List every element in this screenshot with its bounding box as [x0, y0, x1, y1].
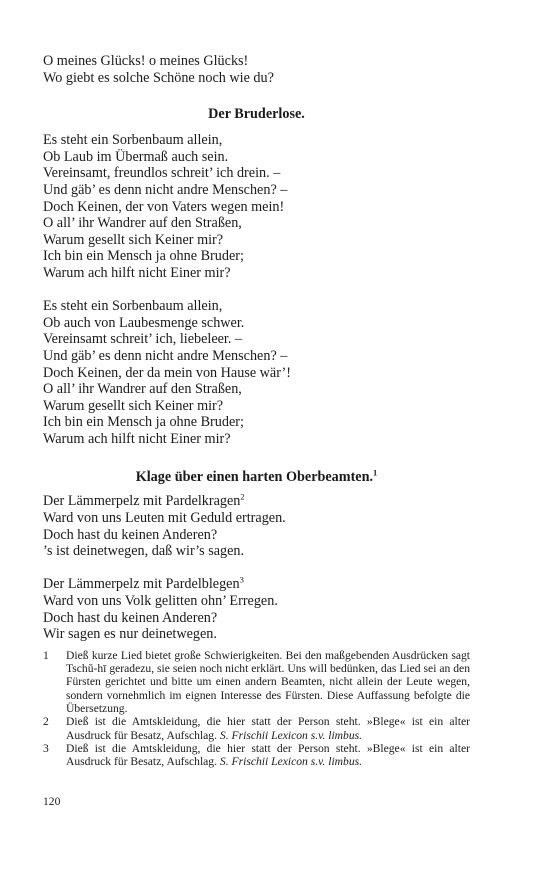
verse-line: Warum gesellt sich Keiner mir?: [43, 231, 224, 248]
footnote-text: Dieß kurze Lied bietet große Schwierigkeiten. Bei den maßgebenden Ausdrücken sagt Tschŭ-hī geradezu, sie seien noch nicht erklärt. Uns will bedünken, das Lied sei an den Fürsten gerichtet und bitte um einen andern Beamten, nicht allein der Leute wegen, sondern vornehmlich im eignen Interesse des Fürsten. Diese Auffassung befolgte die Übersetzung.: [66, 648, 470, 715]
verse-line: Doch Keinen, der da mein von Hause wär’!: [43, 364, 291, 381]
poem1-stanza-2: [43, 298, 470, 447]
verse-text: Der Lämmerpelz mit Pardelblegen: [43, 576, 240, 593]
poem-title-klage: [43, 469, 470, 486]
footnote-number: 2: [43, 715, 49, 729]
verse-line: Ob auch von Laubesmenge schwer.: [43, 314, 245, 331]
verse-line: Wo giebt es solche Schöne noch wie du?: [43, 69, 274, 86]
footnotes: [43, 649, 470, 769]
verse-line: Doch hast du keinen Anderen?: [43, 526, 218, 543]
verse-line: Und gäb’ es denn nicht andre Menschen? –: [43, 181, 288, 198]
footnote-2: [43, 715, 470, 742]
verse-line: Warum ach hilft nicht Einer mir?: [43, 264, 231, 281]
verse-line: O all’ ihr Wandrer auf den Straßen,: [43, 381, 242, 398]
verse-line: Doch hast du keinen Anderen?: [43, 609, 218, 626]
footnote-reference: S. Frischii Lexicon s.v. limbus.: [219, 728, 363, 742]
footnote-text: [66, 715, 470, 742]
poem-title-bruderlose: Der Bruderlose.: [208, 106, 305, 123]
verse-line: Ward von uns Volk gelitten ohn’ Erregen.: [43, 593, 278, 610]
verse-line: O meines Glücks! o meines Glücks!: [43, 53, 249, 69]
verse-line: Vereinsamt schreit’ ich, liebeleer. –: [43, 331, 243, 348]
footnote-1: [43, 649, 470, 715]
verse-line: Ward von uns Leuten mit Geduld ertragen.: [43, 510, 286, 527]
verse-line: Wir sagen es nur deinetwegen.: [43, 626, 217, 643]
poem-title-text: Klage über einen harten Oberbeamten.: [135, 469, 374, 486]
footnote-number: 1: [43, 648, 49, 662]
poem1-stanza-1: [43, 132, 470, 281]
verse-line: Doch Keinen, der von Vaters wegen mein!: [43, 198, 285, 215]
verse-line: Vereinsamt, freundlos schreit’ ich drein. –: [43, 165, 281, 182]
verse-text: Der Lämmerpelz mit Pardelkragen: [43, 493, 241, 510]
verse-line: Ob Laub im Übermaß auch sein.: [43, 148, 229, 165]
verse-line: Es steht ein Sorbenbaum allein,: [43, 298, 223, 315]
poem2-stanza-2: [43, 576, 470, 642]
verse-line: Ich bin ein Mensch ja ohne Bruder;: [43, 414, 244, 431]
footnote-body: Dieß ist die Amtskleidung, die hier statt der Person steht. »Blege« ist ein alter Ausdruck für Besatz, Aufschlag.: [66, 715, 470, 742]
footnote-ref: 1: [373, 467, 378, 478]
verse-line: [43, 576, 470, 593]
verse-line: Und gäb’ es denn nicht andre Menschen? –: [43, 347, 288, 364]
verse-line: Warum ach hilft nicht Einer mir?: [43, 430, 231, 447]
opening-lines: [43, 53, 470, 86]
footnote-reference: S. Frischii Lexicon s.v. limbus.: [219, 755, 363, 769]
verse-line: [43, 493, 470, 510]
footnote-text: [66, 742, 470, 769]
footnote-ref: 3: [239, 574, 244, 585]
footnote-number: 3: [43, 741, 49, 755]
verse-line: Warum gesellt sich Keiner mir?: [43, 397, 224, 414]
footnote-ref: 2: [240, 491, 245, 502]
verse-line: Es steht ein Sorbenbaum allein,: [43, 132, 223, 149]
verse-line: ’s ist deinetwegen, daß wir’s sagen.: [43, 543, 245, 560]
page-body: [43, 53, 470, 768]
verse-line: O all’ ihr Wandrer auf den Straßen,: [43, 215, 242, 232]
footnote-body: Dieß ist die Amtskleidung, die hier statt der Person steht. »Blege« ist ein alter Ausdruck für Besatz, Aufschlag.: [66, 741, 470, 769]
poem2-stanza-1: [43, 493, 470, 559]
verse-line: Ich bin ein Mensch ja ohne Bruder;: [43, 248, 244, 265]
page-number: 120: [43, 795, 61, 808]
footnote-3: [43, 742, 470, 769]
